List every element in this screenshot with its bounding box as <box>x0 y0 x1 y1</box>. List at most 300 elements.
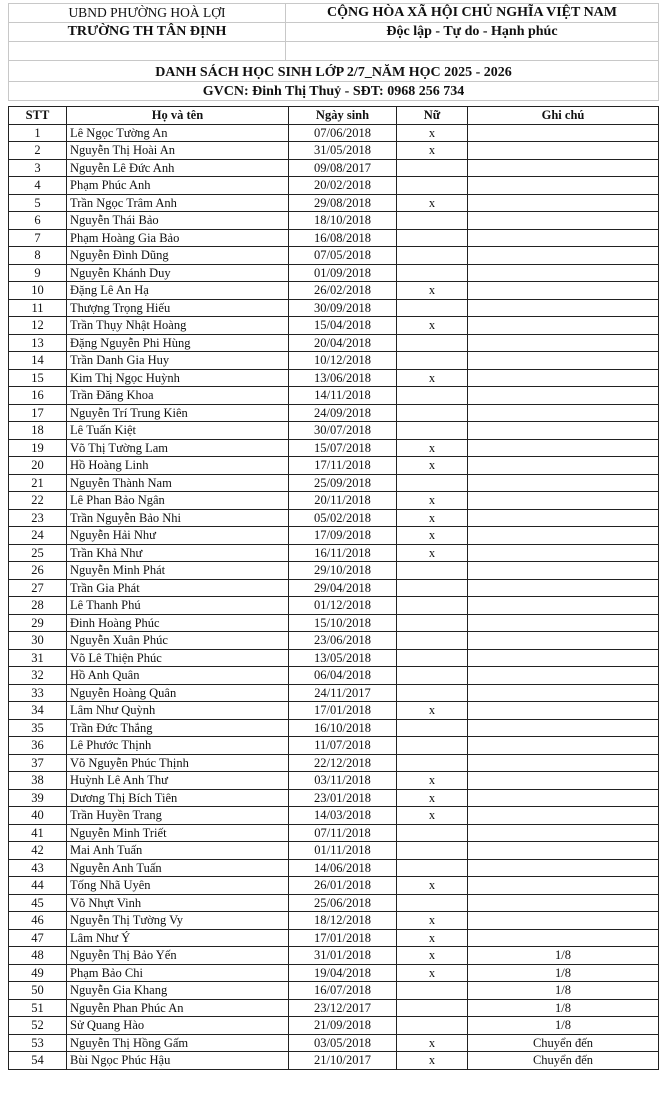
document-header <box>8 3 659 101</box>
table-row <box>9 597 659 615</box>
cell-stt: 21 <box>9 474 67 492</box>
cell-stt: 33 <box>9 684 67 702</box>
cell-name: Võ Thị Tường Lam <box>67 439 289 457</box>
cell-dob: 22/12/2018 <box>289 754 397 772</box>
cell-stt: 49 <box>9 964 67 982</box>
cell-female: x <box>397 912 468 930</box>
cell-female: x <box>397 772 468 790</box>
nation-name: CỘNG HÒA XÃ HỘI CHỦ NGHĨA VIỆT NAM <box>286 4 659 23</box>
cell-female <box>397 404 468 422</box>
table-row <box>9 387 659 405</box>
cell-dob: 16/11/2018 <box>289 544 397 562</box>
cell-stt: 32 <box>9 667 67 685</box>
cell-dob: 17/09/2018 <box>289 527 397 545</box>
cell-stt: 18 <box>9 422 67 440</box>
cell-dob: 10/12/2018 <box>289 352 397 370</box>
cell-dob: 30/07/2018 <box>289 422 397 440</box>
cell-dob: 09/08/2017 <box>289 159 397 177</box>
cell-name: Trần Đăng Khoa <box>67 387 289 405</box>
cell-name: Tống Nhã Uyên <box>67 877 289 895</box>
cell-name: Mai Anh Tuấn <box>67 842 289 860</box>
cell-name: Phạm Phúc Anh <box>67 177 289 195</box>
table-row <box>9 859 659 877</box>
cell-name: Nguyễn Thành Nam <box>67 474 289 492</box>
cell-name: Lê Phước Thịnh <box>67 737 289 755</box>
cell-note: 1/8 <box>468 999 659 1017</box>
cell-note <box>468 509 659 527</box>
cell-stt: 6 <box>9 212 67 230</box>
cell-female <box>397 667 468 685</box>
cell-female: x <box>397 929 468 947</box>
cell-dob: 29/08/2018 <box>289 194 397 212</box>
cell-stt: 30 <box>9 632 67 650</box>
cell-dob: 29/10/2018 <box>289 562 397 580</box>
cell-name: Nguyễn Đình Dũng <box>67 247 289 265</box>
table-row <box>9 929 659 947</box>
cell-female <box>397 597 468 615</box>
table-row <box>9 824 659 842</box>
cell-female <box>397 159 468 177</box>
table-row <box>9 439 659 457</box>
cell-stt: 5 <box>9 194 67 212</box>
cell-stt: 2 <box>9 142 67 160</box>
document-title: DANH SÁCH HỌC SINH LỚP 2/7_NĂM HỌC 2025 - 2026 <box>9 61 659 82</box>
cell-stt: 16 <box>9 387 67 405</box>
cell-dob: 07/06/2018 <box>289 124 397 142</box>
cell-dob: 21/09/2018 <box>289 1017 397 1035</box>
cell-name: Nguyễn Thị Hồng Gấm <box>67 1034 289 1052</box>
cell-female: x <box>397 369 468 387</box>
cell-dob: 19/04/2018 <box>289 964 397 982</box>
cell-dob: 13/05/2018 <box>289 649 397 667</box>
cell-female <box>397 474 468 492</box>
cell-name: Nguyễn Khánh Duy <box>67 264 289 282</box>
cell-female: x <box>397 457 468 475</box>
cell-dob: 23/12/2017 <box>289 999 397 1017</box>
cell-stt: 54 <box>9 1052 67 1070</box>
cell-female <box>397 649 468 667</box>
cell-note <box>468 632 659 650</box>
cell-name: Nguyễn Minh Phát <box>67 562 289 580</box>
cell-dob: 17/01/2018 <box>289 929 397 947</box>
cell-dob: 29/04/2018 <box>289 579 397 597</box>
table-row <box>9 457 659 475</box>
cell-note <box>468 492 659 510</box>
table-row <box>9 912 659 930</box>
cell-female <box>397 982 468 1000</box>
table-row <box>9 702 659 720</box>
cell-stt: 23 <box>9 509 67 527</box>
cell-stt: 51 <box>9 999 67 1017</box>
cell-female: x <box>397 1034 468 1052</box>
cell-female <box>397 824 468 842</box>
cell-name: Nguyễn Thị Tường Vy <box>67 912 289 930</box>
cell-note: 1/8 <box>468 982 659 1000</box>
cell-note: 1/8 <box>468 964 659 982</box>
cell-dob: 16/10/2018 <box>289 719 397 737</box>
cell-name: Lê Tuấn Kiệt <box>67 422 289 440</box>
cell-female <box>397 579 468 597</box>
cell-note <box>468 159 659 177</box>
cell-female: x <box>397 492 468 510</box>
cell-dob: 21/10/2017 <box>289 1052 397 1070</box>
cell-stt: 38 <box>9 772 67 790</box>
table-row <box>9 404 659 422</box>
cell-note <box>468 842 659 860</box>
table-row <box>9 229 659 247</box>
table-row <box>9 719 659 737</box>
cell-female <box>397 719 468 737</box>
cell-dob: 20/04/2018 <box>289 334 397 352</box>
cell-stt: 31 <box>9 649 67 667</box>
table-row <box>9 352 659 370</box>
cell-stt: 35 <box>9 719 67 737</box>
cell-stt: 50 <box>9 982 67 1000</box>
cell-dob: 17/11/2018 <box>289 457 397 475</box>
table-row <box>9 124 659 142</box>
cell-stt: 12 <box>9 317 67 335</box>
cell-stt: 53 <box>9 1034 67 1052</box>
cell-stt: 34 <box>9 702 67 720</box>
cell-female: x <box>397 964 468 982</box>
cell-stt: 9 <box>9 264 67 282</box>
cell-female <box>397 562 468 580</box>
cell-name: Trần Gia Phát <box>67 579 289 597</box>
table-row <box>9 177 659 195</box>
table-row <box>9 964 659 982</box>
cell-note <box>468 124 659 142</box>
cell-note: Chuyển đến <box>468 1034 659 1052</box>
cell-dob: 06/04/2018 <box>289 667 397 685</box>
cell-dob: 16/08/2018 <box>289 229 397 247</box>
table-row <box>9 282 659 300</box>
table-row <box>9 1052 659 1070</box>
cell-stt: 19 <box>9 439 67 457</box>
cell-stt: 39 <box>9 789 67 807</box>
table-row <box>9 264 659 282</box>
cell-female <box>397 422 468 440</box>
cell-name: Trần Thụy Nhật Hoàng <box>67 317 289 335</box>
cell-name: Nguyễn Thị Hoài An <box>67 142 289 160</box>
cell-name: Lê Thanh Phú <box>67 597 289 615</box>
cell-note <box>468 912 659 930</box>
header-empty-cell-left <box>9 42 286 61</box>
table-row <box>9 684 659 702</box>
cell-name: Trần Đức Thắng <box>67 719 289 737</box>
cell-female <box>397 352 468 370</box>
cell-note <box>468 212 659 230</box>
agency-name: UBND PHƯỜNG HOÀ LỢI <box>9 4 286 23</box>
cell-note: 1/8 <box>468 1017 659 1035</box>
table-row <box>9 947 659 965</box>
cell-note <box>468 439 659 457</box>
table-row <box>9 317 659 335</box>
table-row <box>9 649 659 667</box>
table-row <box>9 982 659 1000</box>
cell-note <box>468 229 659 247</box>
cell-stt: 15 <box>9 369 67 387</box>
cell-female: x <box>397 317 468 335</box>
cell-female <box>397 334 468 352</box>
column-header-note: Ghi chú <box>468 107 659 125</box>
cell-dob: 18/10/2018 <box>289 212 397 230</box>
cell-female: x <box>397 439 468 457</box>
cell-note <box>468 597 659 615</box>
cell-female: x <box>397 877 468 895</box>
cell-name: Hồ Anh Quân <box>67 667 289 685</box>
cell-dob: 20/11/2018 <box>289 492 397 510</box>
cell-female <box>397 999 468 1017</box>
table-row <box>9 807 659 825</box>
cell-name: Nguyễn Trí Trung Kiên <box>67 404 289 422</box>
cell-stt: 42 <box>9 842 67 860</box>
cell-name: Hồ Hoàng Linh <box>67 457 289 475</box>
cell-name: Trần Khả Như <box>67 544 289 562</box>
cell-female <box>397 177 468 195</box>
table-row <box>9 492 659 510</box>
cell-female <box>397 1017 468 1035</box>
teacher-info: GVCN: Đinh Thị Thuỷ - SĐT: 0968 256 734 <box>9 82 659 101</box>
cell-female: x <box>397 702 468 720</box>
cell-note <box>468 247 659 265</box>
cell-note <box>468 684 659 702</box>
cell-name: Nguyễn Hoàng Quân <box>67 684 289 702</box>
cell-stt: 27 <box>9 579 67 597</box>
cell-name: Đặng Nguyễn Phi Hùng <box>67 334 289 352</box>
table-row <box>9 754 659 772</box>
cell-name: Bùi Ngọc Phúc Hậu <box>67 1052 289 1070</box>
cell-note <box>468 807 659 825</box>
cell-female <box>397 212 468 230</box>
cell-note <box>468 299 659 317</box>
cell-stt: 48 <box>9 947 67 965</box>
cell-name: Nguyễn Phan Phúc An <box>67 999 289 1017</box>
cell-name: Võ Nhựt Vinh <box>67 894 289 912</box>
table-row <box>9 1034 659 1052</box>
column-header-name: Họ và tên <box>67 107 289 125</box>
cell-note <box>468 772 659 790</box>
table-row <box>9 999 659 1017</box>
cell-female: x <box>397 544 468 562</box>
cell-note <box>468 544 659 562</box>
table-row <box>9 299 659 317</box>
cell-name: Trần Nguyễn Bảo Nhi <box>67 509 289 527</box>
cell-name: Nguyễn Xuân Phúc <box>67 632 289 650</box>
cell-stt: 1 <box>9 124 67 142</box>
cell-name: Sử Quang Hào <box>67 1017 289 1035</box>
school-name: TRƯỜNG TH TÂN ĐỊNH <box>9 23 286 42</box>
cell-note <box>468 719 659 737</box>
cell-name: Đặng Lê An Hạ <box>67 282 289 300</box>
table-row <box>9 334 659 352</box>
cell-note <box>468 142 659 160</box>
cell-dob: 01/09/2018 <box>289 264 397 282</box>
cell-dob: 16/07/2018 <box>289 982 397 1000</box>
cell-name: Lê Phan Bảo Ngân <box>67 492 289 510</box>
cell-female: x <box>397 947 468 965</box>
table-row <box>9 614 659 632</box>
table-row <box>9 877 659 895</box>
cell-name: Kim Thị Ngọc Huỳnh <box>67 369 289 387</box>
table-row <box>9 562 659 580</box>
cell-female: x <box>397 1052 468 1070</box>
table-row <box>9 159 659 177</box>
cell-female: x <box>397 124 468 142</box>
cell-note <box>468 194 659 212</box>
cell-name: Nguyễn Lê Đức Anh <box>67 159 289 177</box>
cell-note <box>468 824 659 842</box>
cell-dob: 24/11/2017 <box>289 684 397 702</box>
cell-name: Lê Ngọc Tường An <box>67 124 289 142</box>
cell-note <box>468 317 659 335</box>
cell-stt: 25 <box>9 544 67 562</box>
cell-dob: 13/06/2018 <box>289 369 397 387</box>
cell-dob: 25/09/2018 <box>289 474 397 492</box>
cell-female <box>397 264 468 282</box>
cell-female <box>397 842 468 860</box>
table-row <box>9 142 659 160</box>
cell-note <box>468 264 659 282</box>
table-row <box>9 1017 659 1035</box>
cell-female <box>397 754 468 772</box>
student-table <box>8 106 659 1070</box>
cell-dob: 01/12/2018 <box>289 597 397 615</box>
cell-name: Phạm Bảo Chi <box>67 964 289 982</box>
table-header-row <box>9 107 659 125</box>
cell-female <box>397 387 468 405</box>
cell-stt: 11 <box>9 299 67 317</box>
cell-dob: 23/01/2018 <box>289 789 397 807</box>
cell-female: x <box>397 807 468 825</box>
table-row <box>9 772 659 790</box>
cell-dob: 23/06/2018 <box>289 632 397 650</box>
cell-note <box>468 527 659 545</box>
table-row <box>9 842 659 860</box>
cell-dob: 14/03/2018 <box>289 807 397 825</box>
cell-stt: 46 <box>9 912 67 930</box>
cell-name: Huỳnh Lê Anh Thư <box>67 772 289 790</box>
cell-stt: 14 <box>9 352 67 370</box>
cell-name: Trần Danh Gia Huy <box>67 352 289 370</box>
cell-name: Nguyễn Thái Bảo <box>67 212 289 230</box>
cell-dob: 15/04/2018 <box>289 317 397 335</box>
cell-note <box>468 649 659 667</box>
cell-dob: 03/05/2018 <box>289 1034 397 1052</box>
cell-dob: 30/09/2018 <box>289 299 397 317</box>
cell-name: Đinh Hoàng Phúc <box>67 614 289 632</box>
cell-name: Trần Huyền Trang <box>67 807 289 825</box>
cell-stt: 13 <box>9 334 67 352</box>
cell-note: Chuyển đến <box>468 1052 659 1070</box>
cell-note <box>468 334 659 352</box>
cell-dob: 26/01/2018 <box>289 877 397 895</box>
cell-female <box>397 614 468 632</box>
column-header-stt: STT <box>9 107 67 125</box>
cell-stt: 40 <box>9 807 67 825</box>
table-row <box>9 247 659 265</box>
table-row <box>9 194 659 212</box>
cell-name: Phạm Hoàng Gia Bảo <box>67 229 289 247</box>
cell-dob: 07/05/2018 <box>289 247 397 265</box>
cell-stt: 10 <box>9 282 67 300</box>
cell-stt: 44 <box>9 877 67 895</box>
cell-stt: 4 <box>9 177 67 195</box>
cell-stt: 22 <box>9 492 67 510</box>
cell-dob: 15/10/2018 <box>289 614 397 632</box>
cell-female <box>397 632 468 650</box>
cell-dob: 05/02/2018 <box>289 509 397 527</box>
cell-note <box>468 737 659 755</box>
cell-stt: 3 <box>9 159 67 177</box>
column-header-female: Nữ <box>397 107 468 125</box>
cell-female <box>397 229 468 247</box>
cell-stt: 52 <box>9 1017 67 1035</box>
cell-stt: 41 <box>9 824 67 842</box>
cell-note <box>468 352 659 370</box>
cell-name: Nguyễn Anh Tuấn <box>67 859 289 877</box>
cell-stt: 36 <box>9 737 67 755</box>
table-row <box>9 737 659 755</box>
cell-stt: 24 <box>9 527 67 545</box>
cell-note <box>468 929 659 947</box>
table-body <box>9 124 659 1069</box>
cell-stt: 28 <box>9 597 67 615</box>
cell-dob: 14/06/2018 <box>289 859 397 877</box>
cell-note <box>468 387 659 405</box>
cell-note <box>468 702 659 720</box>
cell-stt: 17 <box>9 404 67 422</box>
cell-name: Dương Thị Bích Tiên <box>67 789 289 807</box>
header-empty-cell-right <box>286 42 659 61</box>
cell-female: x <box>397 194 468 212</box>
cell-note <box>468 789 659 807</box>
cell-note <box>468 562 659 580</box>
cell-stt: 26 <box>9 562 67 580</box>
cell-note <box>468 422 659 440</box>
cell-dob: 18/12/2018 <box>289 912 397 930</box>
table-row <box>9 579 659 597</box>
cell-female: x <box>397 509 468 527</box>
table-row <box>9 632 659 650</box>
cell-female <box>397 684 468 702</box>
cell-female <box>397 247 468 265</box>
cell-dob: 01/11/2018 <box>289 842 397 860</box>
cell-note <box>468 877 659 895</box>
cell-stt: 47 <box>9 929 67 947</box>
table-row <box>9 894 659 912</box>
table-row <box>9 369 659 387</box>
cell-note <box>468 754 659 772</box>
cell-note <box>468 667 659 685</box>
cell-name: Võ Lê Thiện Phúc <box>67 649 289 667</box>
cell-dob: 11/07/2018 <box>289 737 397 755</box>
cell-dob: 07/11/2018 <box>289 824 397 842</box>
table-row <box>9 509 659 527</box>
cell-note <box>468 404 659 422</box>
cell-note <box>468 474 659 492</box>
column-header-dob: Ngày sinh <box>289 107 397 125</box>
cell-stt: 7 <box>9 229 67 247</box>
cell-dob: 15/07/2018 <box>289 439 397 457</box>
cell-female <box>397 859 468 877</box>
cell-note <box>468 177 659 195</box>
cell-stt: 37 <box>9 754 67 772</box>
cell-stt: 29 <box>9 614 67 632</box>
cell-dob: 26/02/2018 <box>289 282 397 300</box>
motto: Độc lập - Tự do - Hạnh phúc <box>286 23 659 42</box>
table-row <box>9 422 659 440</box>
table-row <box>9 667 659 685</box>
